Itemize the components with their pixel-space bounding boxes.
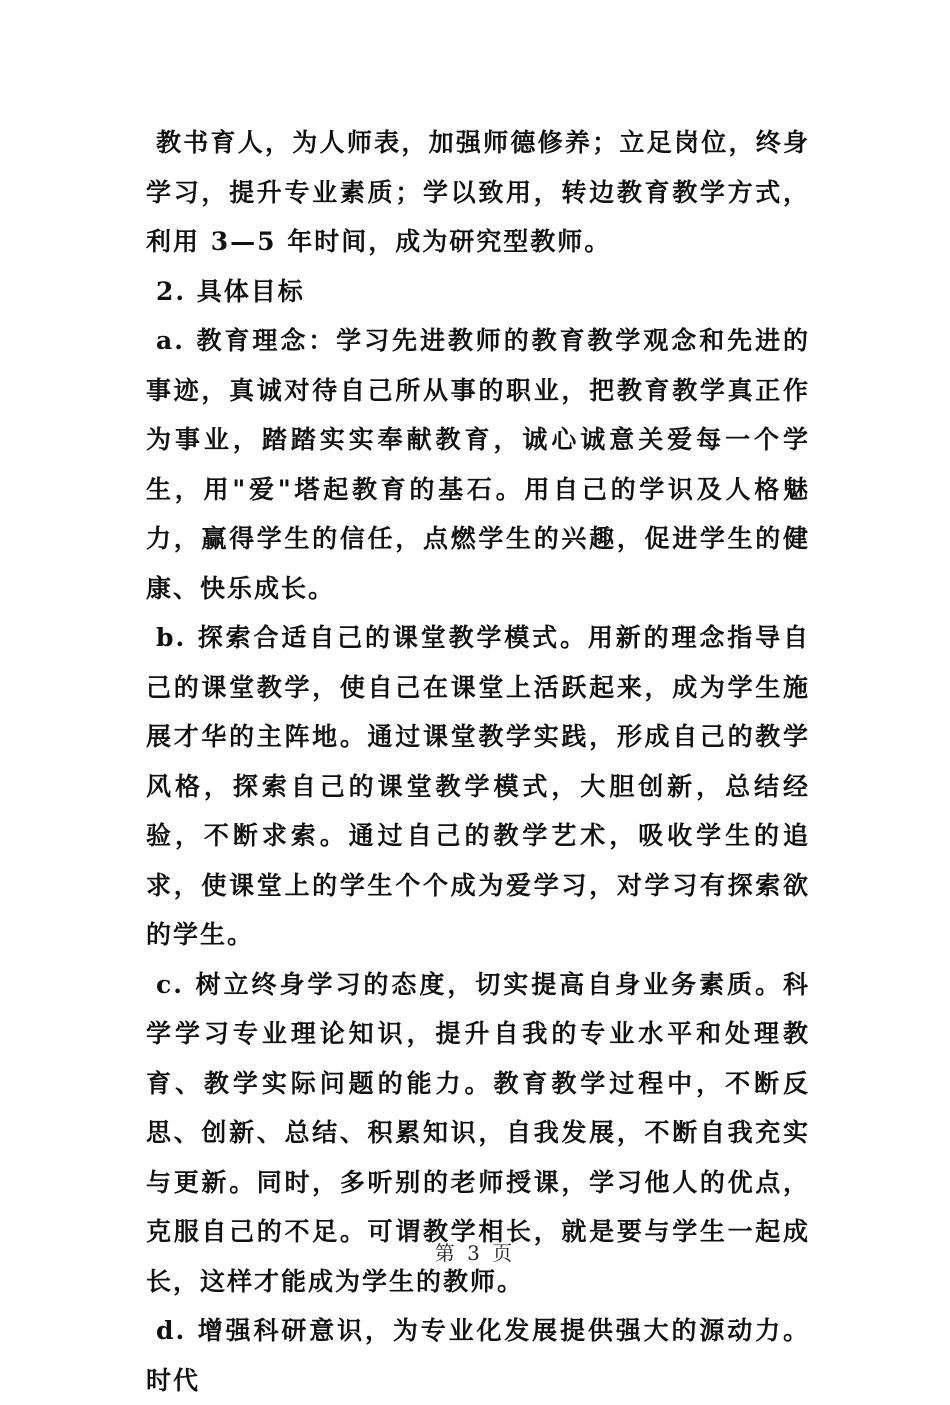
paragraph-overall-goal: 教书育人，为人师表，加强师德修养；立足岗位，终身学习，提升专业素质；学以致用，转边教育教学方式，利用 3—5 年时间，成为研究型教师。 — [146, 128, 810, 256]
heading-specific-goals: 2. 具体目标 — [156, 276, 305, 306]
document-body — [146, 118, 810, 1405]
page-number: 第 3 页 — [434, 1241, 516, 1265]
paragraph-goal-d: d. 增强科研意识，为专业化发展提供强大的源动力。时代 — [146, 1316, 810, 1395]
paragraph-goal-c: c. 树立终身学习的态度，切实提高自身业务素质。科学学习专业理论知识，提升自我的专业水平和处理教育、教学实际问题的能力。教育教学过程中，不断反思、创新、总结、积累知识，自我发展，不断自我充实与更新。同时，多听别的老师授课，学习他人的优点，克服自己的不足。可谓教学相长，就是要与学生一起成长，这样才能成为学生的教师。 — [146, 969, 810, 1296]
paragraph-goal-a: a. 教育理念：学习先进教师的教育教学观念和先进的事迹，真诚对待自己所从事的职业，把教育教学真正作为事业，踏踏实实奉献教育，诚心诚意关爱每一个学生，用"爱"塔起教育的基石。用自己的学识及人格魅力，赢得学生的信任，点燃学生的兴趣，促进学生的健康、快乐成长。 — [146, 326, 810, 603]
paragraph-goal-b: b. 探索合适自己的课堂教学模式。用新的理念指导自己的课堂教学，使自己在课堂上活跃起来，成为学生施展才华的主阵地。通过课堂教学实践，形成自己的教学风格，探索自己的课堂教学模式，大胆创新，总结经验，不断求索。通过自己的教学艺术，吸收学生的追求，使课堂上的学生个个成为爱学习，对学习有探索欲的学生。 — [146, 623, 810, 949]
